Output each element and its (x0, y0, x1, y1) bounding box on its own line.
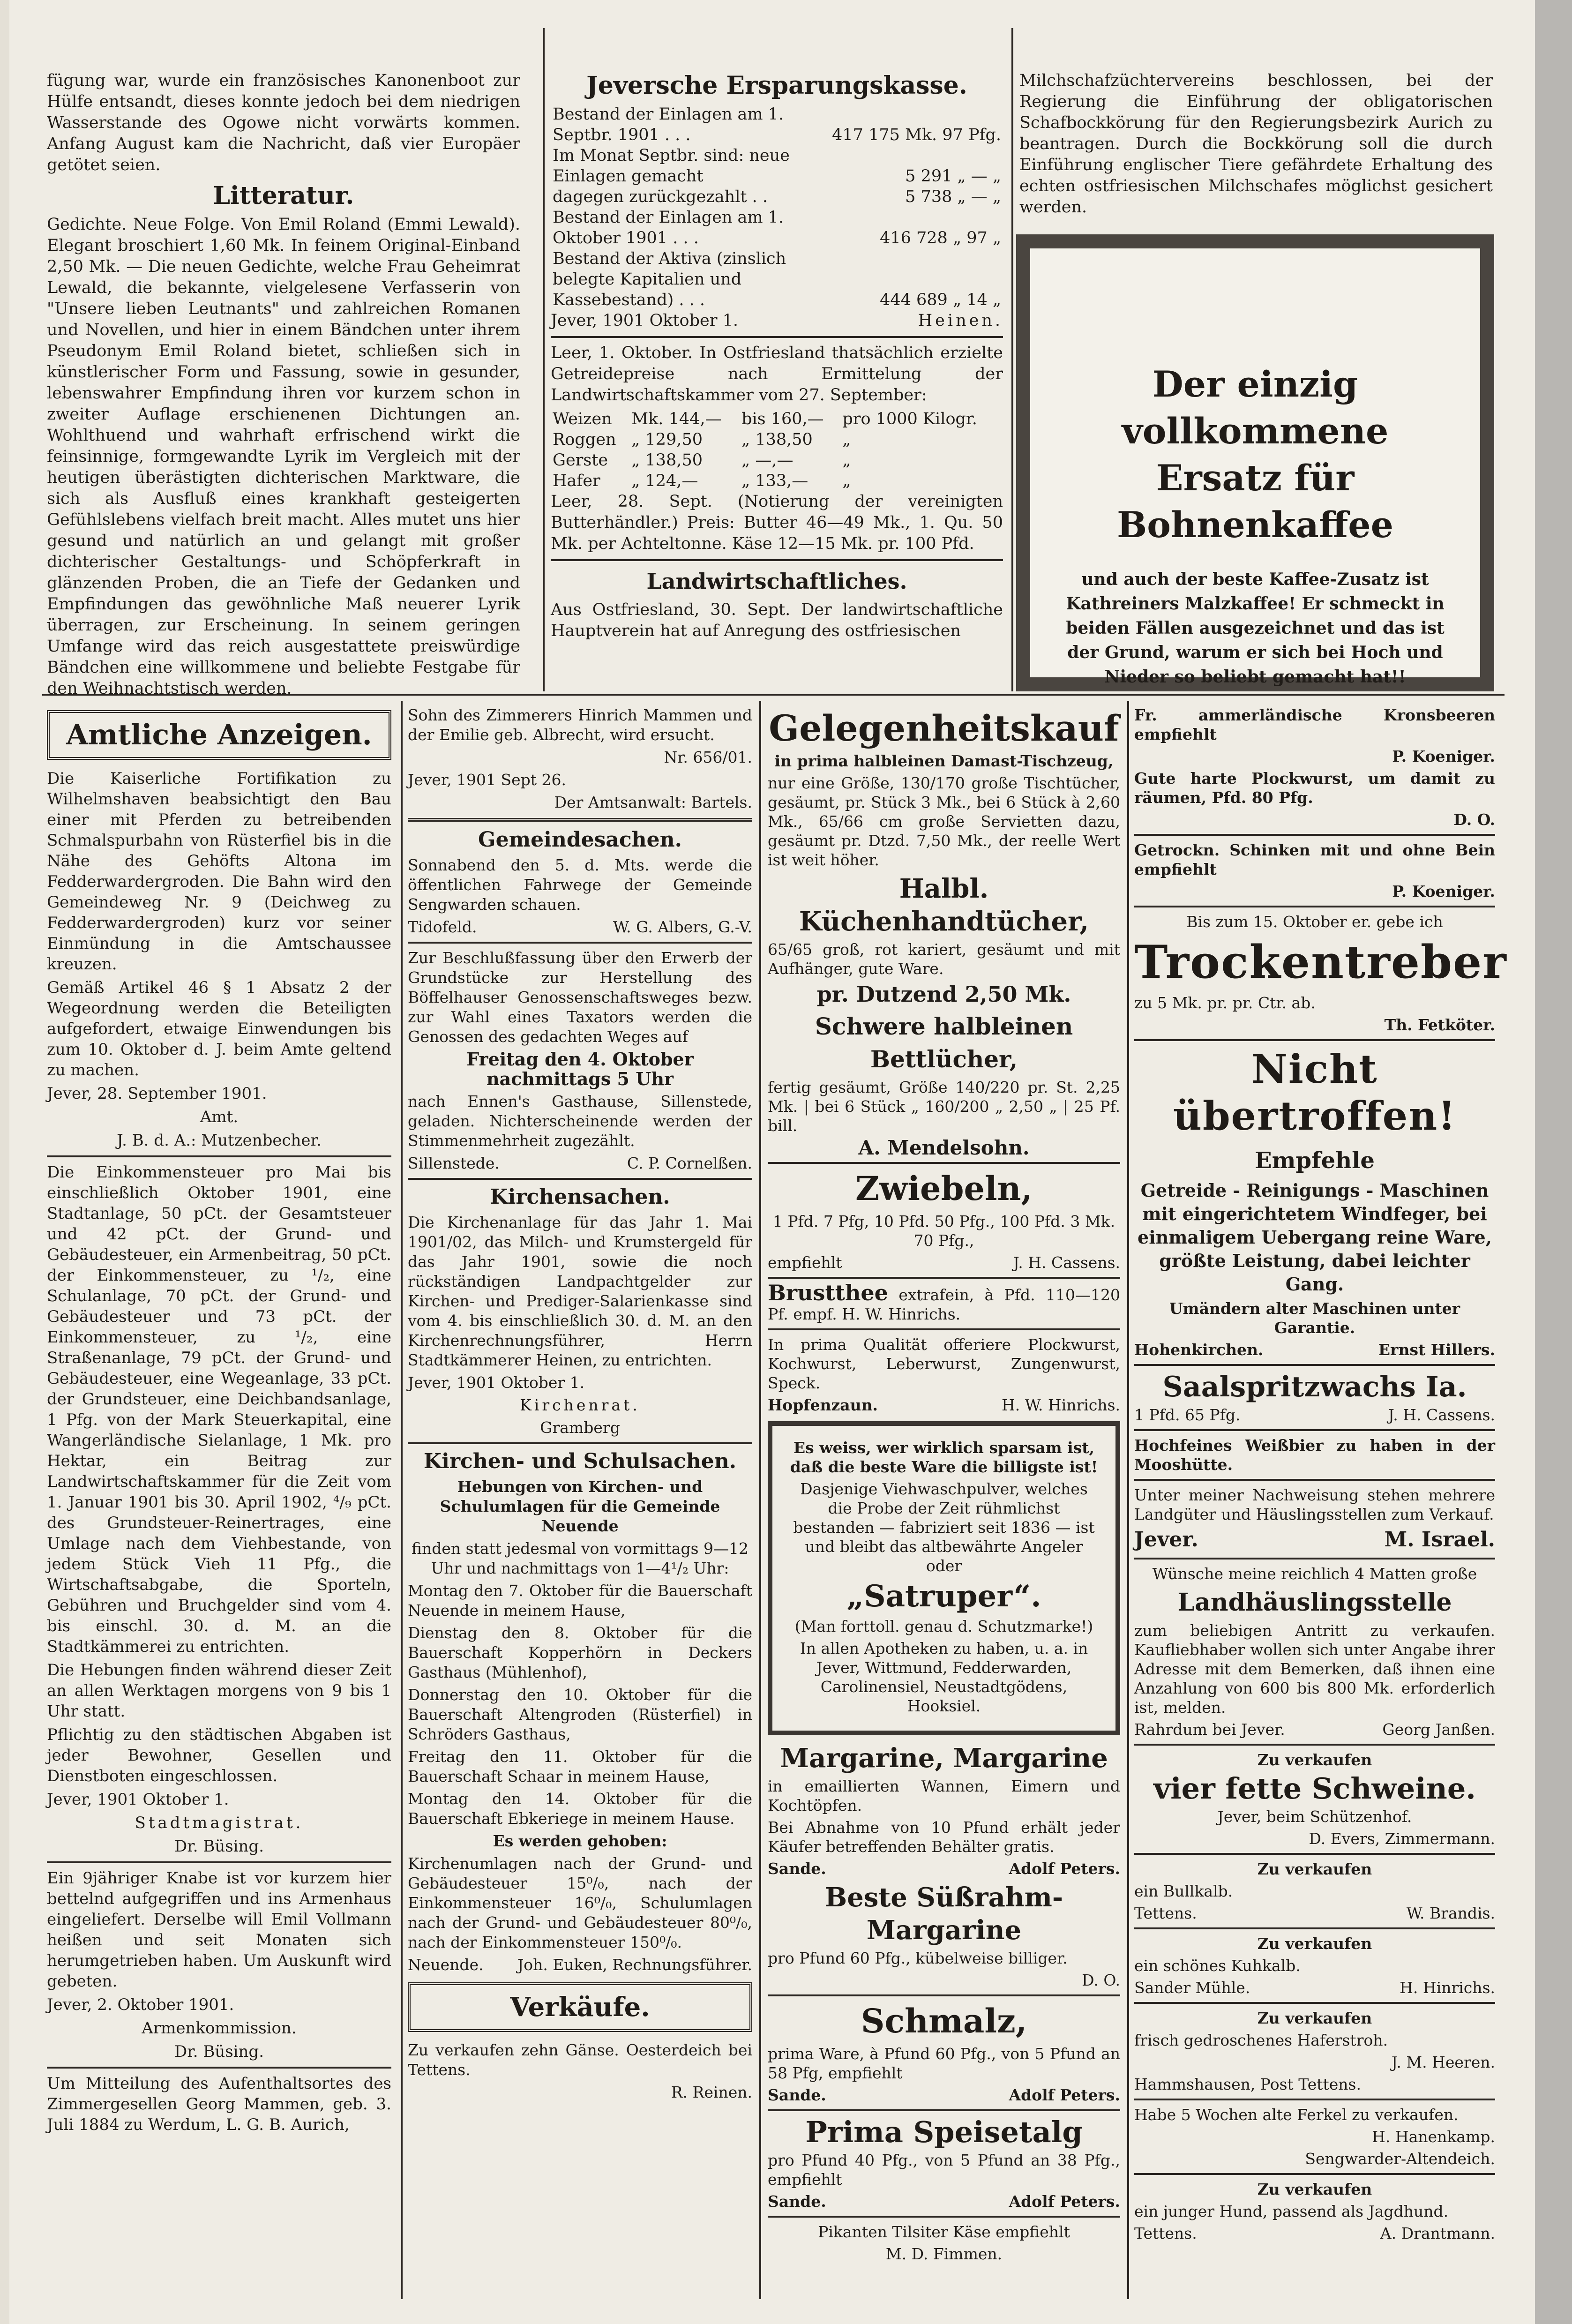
signature-line: Hohenkirchen. Ernst Hillers. (1134, 1341, 1495, 1359)
notice-text: Gemäß Artikel 46 § 1 Absatz 2 der Wegeordnung werden die Beteiligten aufgefordert, etwaige Einwendungen bis zum 10. Oktober d. J. beim Amte geltend zu machen. (47, 978, 391, 1080)
table-row: Gerste „ 138,50 „ —,— „ (553, 451, 851, 470)
ad-subheadline: Empfehle (1255, 1147, 1375, 1174)
notice-date: Jever, 1901 Oktober 1. (408, 1373, 585, 1392)
ad-headline: Beste Süßrahm-Margarine (824, 1882, 1063, 1946)
table-row: dagegen zurückgezahlt . . 5 738 „ — „ (553, 187, 1001, 206)
ad-kicker: Zu verkaufen (1257, 2180, 1372, 2198)
notice-number: Nr. 656/01. (664, 748, 752, 766)
grain-prices-intro: Leer, 1. Oktober. In Ostfriesland thatsächlich erzielte Getreidepreise nach Ermittelung der Landwirtschaftskammer vom 27. September: (551, 344, 1003, 405)
verkaeufe-heading-frame (408, 1982, 752, 2032)
divider (47, 1861, 391, 1863)
ad-text: Getreide - Reinigungs - Maschinen mit eingerichtetem Windfeger, bei einmaligem Uebergang reine Ware, größte Leistung, dabei leichter Gang. (1138, 1180, 1492, 1295)
table-row: Im Monat Septbr. sind: neue Einlagen gemacht 5 291 „ — „ (553, 146, 1001, 186)
notice-office: Stadtmagistrat. (135, 1814, 304, 1832)
notice-text: Freitag den 11. Oktober für die Bauerschaft Schaar in meinem Hause, (408, 1747, 752, 1785)
divider (768, 1162, 1120, 1164)
ad-text: Es weiss, wer wirklich sparsam ist, daß die beste Ware die billigste ist! (790, 1439, 1098, 1476)
literature-review: Gedichte. Neue Folge. Von Emil Roland (Emmi Lewald). Elegant broschiert 1,60 Mk. In feinem Original-Einband 2,50 Mk. — Die neuen Gedichte, welche Frau Geheimrat Lewald, die bekannte, vielgelesene Verfasserin von "Unsere lieben Leutnants" und zahlreichen Romanen und Novellen, und hier in einem Bändchen unter ihrem Pseudonym Emil Roland bietet, schließen sich in künstlerischer Form und Fassung, sowie in gesunder, lebenswahrer Empfindung ihren vor kurzem schon in zweiter Auflage erschienenen Dichtungen an. Wohlthuend und wahrhaft erfrischend wirkt die feinsinnige, formgewandte Lyrik im Vergleich mit der heutigen überästigten dichterischen Marktware, die sich als Ausfluß eines krankhaft gesteigerten Gefühlslebens vielfach breit macht. Alles mutet uns hier gesund und natürlich an und gelangt mit großer dichterischer Gestaltungs- und Schöpferkraft in glänzenden Proben, die an Tiefe der Gedanken und Empfindungen das gewöhnliche Maß neuerer Lyrik überragen, zur Erscheinung. In seinem geringen Umfange wird das reich ausgestattete preiswürdige Bändchen eine willkommene und beliebte Festgabe für den Weihnachtstisch werden. (47, 215, 520, 698)
ad-text: pro Pfund 40 Pfg., von 5 Pfund an 38 Pfg., empfiehlt (768, 2151, 1120, 2189)
divider (1134, 1853, 1495, 1855)
notice-signer: Dr. Büsing. (174, 2042, 264, 2061)
notice-text: Donnerstag den 10. Oktober für die Bauerschaft Altengroden (Rüsterfiel) in Schröders Gasthaus, (408, 1686, 752, 1743)
kathreiner-ad (1016, 234, 1494, 691)
signature-line: Neuende. Joh. Euken, Rechnungsführer. (408, 1956, 752, 1974)
signature-line: Sande. Adolf Peters. (768, 2192, 1120, 2211)
notice-text: Sonnabend den 5. d. Mts. werde die öffentlichen Fahrwege der Gemeinde Sengwarden schauen. (408, 856, 752, 914)
article-continuation: fügung war, wurde ein französisches Kanonenboot zur Hülfe entsandt, dieses konnte jedoch bei dem niedrigen Wasserstande des Ogowe nicht vorwärts kommen. Anfang August kam die Nachricht, daß vier Europäer getötet seien. (47, 71, 520, 174)
divider (1134, 1429, 1495, 1431)
ad-text: (Man forttoll. genau d. Schutzmarke!) (794, 1617, 1093, 1635)
ad-text: Hochfeines Weißbier zu haben in der Mooshütte. (1134, 1436, 1495, 1474)
divider (1134, 1479, 1495, 1481)
divider (408, 942, 752, 944)
table-row: Roggen „ 129,50 „ 138,50 „ (553, 430, 851, 449)
notice-date: Jever, 28. September 1901. (47, 1084, 267, 1103)
ad-text: Pikanten Tilsiter Käse empfiehlt (818, 2223, 1070, 2241)
signature-line: Sande. Adolf Peters. (768, 1859, 1120, 1878)
ad-signer: H. Hanenkamp. (1372, 2128, 1495, 2146)
divider (1134, 2002, 1495, 2004)
notice-date: Jever, 2. Oktober 1901. (47, 1995, 234, 2014)
ad-headline: Zwiebeln, (855, 1169, 1033, 1208)
ad-text: Unter meiner Nachweisung stehen mehrere Landgüter und Häuslingsstellen zum Verkauf. (1134, 1486, 1495, 1523)
ad-text: Jever, beim Schützenhof. (1217, 1807, 1412, 1826)
ad-text: Bis zum 15. Oktober er. gebe ich (1186, 913, 1443, 931)
divider (551, 336, 1003, 338)
notice-text: Zur Beschlußfassung über den Erwerb der Grundstücke zur Herstellung des Böffelhauser Genossenschaftsweges bezw. zur Wahl eines Taxators werden die Genossen des gedachten Weges auf (408, 949, 752, 1046)
ad-text: pro Pfund 60 Pfg., kübelweise billiger. (768, 1949, 1068, 1967)
signature-line: Sillenstede. C. P. Cornelßen. (408, 1154, 752, 1172)
ad-signer: D. Evers, Zimmermann. (1309, 1829, 1495, 1848)
divider (1134, 1927, 1495, 1929)
signature-line: Tettens. A. Drantmann. (1134, 2224, 1495, 2242)
ad-text: und auch der beste Kaffee-Zusatz ist Kathreiners Malzkaffee! Er schmeckt in beiden Fällen ausgezeichnet und das ist der Grund, warum er sich bei Hoch und Nieder so beliebt gemacht hat!! (1066, 570, 1445, 687)
ad-text: ein junger Hund, passend als Jagdhund. (1134, 2202, 1449, 2220)
notice-text: Pflichtig zu den städtischen Abgaben ist jeder Bewohner, Gesellen und Dienstboten eingeschlossen. (47, 1725, 391, 1785)
table-row: Bestand der Aktiva (zinslich belegte Kapitalien und Kassebestand) . . . 444 689 „ 14 „ (553, 249, 1001, 309)
bottom-column-4 (1134, 705, 1507, 2246)
signature-line: Sande. Adolf Peters. (768, 2086, 1120, 2104)
ad-text: zum beliebigen Antritt zu verkaufen. Kaufliebhaber wollen sich unter Angabe ihrer Adresse mit dem Bemerken, daß ihnen eine Anzahlung von 600 bis 800 Mk. erforderlich ist, melden. (1134, 1621, 1495, 1717)
divider (1134, 1364, 1495, 1366)
divider (408, 1178, 752, 1180)
ad-signer: Th. Fetköter. (1384, 1016, 1495, 1034)
section-heading-gemeinde: Gemeindesachen. (478, 828, 682, 852)
notice-text: Um Mitteilung des Aufenthaltsortes des Zimmergesellen Georg Mammen, geb. 3. Juli 1884 zu Werdum, L. G. B. Aurich, (47, 2074, 391, 2134)
divider (768, 2216, 1120, 2218)
ad-signer: D. O. (1082, 1971, 1120, 1989)
ad-kicker: Zu verkaufen (1257, 1934, 1372, 1953)
page-edge (1535, 0, 1572, 2324)
notice-text: finden statt jedesmal von vormittags 9—12 Uhr und nachmittags von 1—4¹/₂ Uhr: (411, 1539, 749, 1577)
ad-text: Fr. ammerländische Kronsbeeren empfiehlt (1134, 706, 1495, 743)
ad-place: Sengwarder-Altendeich. (1305, 2150, 1495, 2168)
notice-text: nach Ennen's Gasthause, Sillenstede, geladen. Nichterscheinende werden der Stimmenmehrheit zugezählt. (408, 1092, 752, 1150)
notice-text: Zu verkaufen zehn Gänse. Oesterdeich bei Tettens. (408, 2041, 752, 2079)
section-heading-kirchen: Kirchensachen. (490, 1185, 670, 1209)
signature-line: 1 Pfd. 65 Pfg. J. H. Cassens. (1134, 1406, 1495, 1424)
column-rule (1127, 701, 1129, 2299)
bottom-column-3 (768, 705, 1120, 2266)
divider (47, 1155, 391, 1157)
divider (1134, 1744, 1495, 1746)
ad-text: ein schönes Kuhkalb. (1134, 1957, 1301, 1975)
column-rule (1011, 28, 1013, 691)
ad-kicker: Zu verkaufen (1257, 1751, 1372, 1769)
notice-subheading: Es werden gehoben: (493, 1832, 667, 1850)
ad-headline: Trockentreber (1134, 936, 1507, 989)
signature-line: Rahrdum bei Jever. Georg Janßen. (1134, 1720, 1495, 1739)
grain-price-table (551, 409, 1003, 491)
signature-line: Hopfenzaun. H. W. Hinrichs. (768, 1396, 1120, 1414)
ad-signer: A. Mendelsohn. (858, 1136, 1030, 1159)
notice-text: Die Hebungen finden während dieser Zeit an allen Werktagen morgens von 9 bis 1 Uhr statt. (47, 1661, 391, 1721)
section-heading-verkaeufe: Verkäufe. (510, 1992, 650, 2023)
notice-text: Sohn des Zimmerers Hinrich Mammen und der Emilie geb. Albrecht, wird ersucht. (408, 706, 752, 744)
section-heading-sparkasse: Jeversche Ersparungskasse. (586, 71, 967, 100)
ad-headline: Schwere halbleinen Bettlücher, (815, 1012, 1073, 1073)
notice-signer: Der Amtsanwalt: Bartels. (554, 793, 752, 811)
ad-text: zu 5 Mk. pr. pr. Ctr. ab. (1134, 994, 1316, 1012)
notice-signer: Gramberg (540, 1418, 620, 1437)
ad-kicker: Zu verkaufen (1257, 2009, 1372, 2027)
top-column-2 (551, 70, 1003, 645)
signature-line: Jever, 1901 Oktober 1. Heinen. (551, 311, 1003, 330)
ad-text: fertig gesäumt, Größe 140/220 pr. St. 2,25 Mk. | bei 6 Stück „ 160/200 „ 2,50 „ | 25 Pf. bill. (768, 1078, 1120, 1135)
divider (551, 559, 1003, 561)
ad-text: In prima Qualität offeriere Plockwurst, Kochwurst, Leberwurst, Zungenwurst, Speck. (768, 1335, 1120, 1392)
top-column-3 (1019, 70, 1493, 221)
ad-line: Brustthee extrafein, à Pfd. 110—120 Pf. empf. H. W. Hinrichs. (768, 1280, 1120, 1323)
table-row: Hafer „ 124,— „ 133,— „ (553, 472, 851, 490)
section-heading-amtliche: Amtliche Anzeigen. (66, 719, 372, 751)
ad-text: frisch gedroschenes Haferstroh. (1134, 2031, 1388, 2049)
ad-subheadline: in prima halbleinen Damast-Tischzeug, (774, 752, 1114, 770)
satruper-ad-frame (768, 1421, 1120, 1735)
ad-text: In allen Apotheken zu haben, u. a. in Jever, Wittmund, Fedderwarden, Carolinensiel, Neustadtgödens, Hooksiel. (800, 1639, 1088, 1715)
amtliche-heading-frame (47, 710, 391, 760)
ad-place: Hammshausen, Post Tettens. (1134, 2075, 1361, 2093)
ad-text: Umändern alter Maschinen unter Garantie. (1169, 1299, 1460, 1337)
notice-signer: Dr. Büsing. (174, 1837, 264, 1856)
signature-line: Sander Mühle. H. Hinrichs. (1134, 1979, 1495, 1997)
divider (768, 1328, 1120, 1330)
signature-line: empfiehlt J. H. Cassens. (768, 1253, 1120, 1272)
ad-signer: M. D. Fimmen. (885, 2245, 1003, 2263)
divider (768, 1277, 1120, 1279)
notice-text: Dienstag den 8. Oktober für die Bauerschaft Kopperhörn in Deckers Gasthaus (Mühlenhof), (408, 1624, 752, 1681)
divider (47, 2067, 391, 2069)
bottom-column-2 (408, 705, 752, 2105)
divider (1134, 834, 1495, 836)
section-heading-kirchen-schul: Kirchen- und Schulsachen. (423, 1449, 737, 1473)
ad-headline: Gelegenheitskauf (769, 707, 1119, 749)
ad-headline: Nicht übertroffen! (1173, 1046, 1457, 1139)
section-heading-landwirtschaft: Landwirtschaftliches. (646, 569, 907, 594)
notice-office: Armenkommission. (142, 2019, 297, 2038)
notice-text: Die Kaiserliche Fortifikation zu Wilhelmshaven beabsichtigt den Bau einer mit Pferden zu betreibenden Schmalspurbahn von Rüsterfiel bis in die Nähe des Gehöfts Altona im Fedderwardergroden. Die Bahn wird den Gemeindeweg Nr. 9 (Deichweg zu Fedderwardergroden) kurz vor seiner Einmündung in die Amtschaussee kreuzen. (47, 769, 391, 974)
ad-signer: J. M. Heeren. (1391, 2053, 1495, 2071)
ad-headline: „Satruper“. (846, 1579, 1041, 1614)
ad-headline: Margarine, Margarine (780, 1743, 1108, 1774)
article-continuation: Milchschafzüchtervereins beschlossen, bei der Regierung die Einführung der obligatorischen Schafbockkörung für den Regierungsbezirk Aurich zu beantragen. Durch die Bockkörung soll die durch Einführung englischer Tiere gefährdete Erhaltung des echten ostfriesischen Milchschafes möglichst gesichert werden. (1019, 71, 1493, 217)
divider (1134, 2099, 1495, 2100)
notice-subheading: Hebungen von Kirchen- und Schulumlagen für die Gemeinde Neuende (440, 1477, 720, 1535)
top-column-1 (47, 70, 520, 702)
divider (1134, 1039, 1495, 1041)
ad-headline: Halbl. Küchenhandtücher, (799, 873, 1089, 937)
notice-text: Kirchenumlagen nach der Grund- und Gebäudesteuer 15⁰/₀, nach der Einkommensteuer 16⁰/₀, Schulumlagen nach der Grund- und Gebäudesteuer 80⁰/₀, nach der Einkommensteuer 150⁰/₀. (408, 1854, 752, 1951)
butter-prices: Leer, 28. Sept. (Notierung der vereinigten Butterhändler.) Preis: Butter 46—49 Mk., 1. Qu. 50 Mk. per Achteltonne. Käse 12—15 Mk. pr. 100 Pfd. (551, 492, 1003, 553)
ad-title: Der einzig vollkommene (1122, 363, 1389, 452)
ad-title: Ersatz für Bohnenkaffee (1116, 457, 1394, 546)
ad-headline: Schmalz, (861, 2002, 1027, 2040)
ad-price: pr. Dutzend 2,50 Mk. (816, 982, 1071, 1007)
ad-signer: P. Koeniger. (1392, 747, 1495, 765)
table-row: Bestand der Einlagen am 1. Oktober 1901 . . . 416 728 „ 97 „ (553, 208, 1001, 247)
ad-text: 65/65 groß, rot kariert, gesäumt und mit Aufhänger, gute Ware. (768, 940, 1120, 978)
ad-text: in emaillierten Wannen, Eimern und Kochtöpfen. (768, 1777, 1120, 1814)
divider (1134, 2173, 1495, 2175)
divider (768, 2109, 1120, 2111)
notice-office: Amt. (200, 1108, 239, 1126)
ad-headline: Prima Speisetalg (805, 2115, 1083, 2149)
notice-text: Montag den 7. Oktober für die Bauerschaft Neuende in meinem Hause, (408, 1582, 752, 1619)
signature-line: Tettens. W. Brandis. (1134, 1904, 1495, 1922)
ad-text: prima Ware, à Pfund 60 Pfg., von 5 Pfund an 58 Pfg, empfiehlt (768, 2045, 1120, 2082)
ad-headline: Landhäuslingsstelle (1177, 1588, 1452, 1617)
divider (1134, 906, 1495, 907)
divider (768, 1994, 1120, 1996)
column-rule (543, 28, 545, 691)
ad-headline: vier fette Schweine. (1153, 1771, 1476, 1806)
ad-text: Habe 5 Wochen alte Ferkel zu verkaufen. (1134, 2106, 1459, 2124)
ad-kicker: Zu verkaufen (1257, 1860, 1372, 1878)
ad-text: Dasjenige Viehwaschpulver, welches die Probe der Zeit rühmlichst bestanden — fabriziert seit 1836 — ist und bleibt das altbewährte Angeler oder (793, 1480, 1095, 1575)
notice-text: Montag den 14. Oktober für die Bauerschaft Ebkeriege in meinem Hause. (408, 1790, 752, 1828)
ad-text: Bei Abnahme von 10 Pfund erhält jeder Käufer betreffenden Behälter gratis. (768, 1818, 1120, 1856)
notice-date: Jever, 1901 Oktober 1. (47, 1790, 229, 1809)
notice-text: Die Kirchenanlage für das Jahr 1. Mai 1901/02, das Milch- und Krumstergeld für das Jahr 1901, sowie die noch rückständigen Landpachtgelder zur Kirchen- und Prediger-Salarienkasse sind vom 4. bis einschließlich 30. d. M. an den Kirchenrechnungsführer, Herrn Stadtkämmerer Heinen, zu entrichten. (408, 1213, 752, 1369)
table-row: Bestand der Einlagen am 1. Septbr. 1901 . . . 417 175 Mk. 97 Pfg. (553, 105, 1001, 144)
signature-line: Jever. M. Israel. (1134, 1528, 1495, 1552)
signature-line: Tidofeld. W. G. Albers, G.-V. (408, 918, 752, 936)
column-rule (759, 701, 761, 2299)
divider (408, 1442, 752, 1444)
divider (408, 818, 752, 822)
ad-text: ein Bullkalb. (1134, 1882, 1233, 1900)
ad-headline: Saalspritzwachs Ia. (1162, 1371, 1467, 1403)
notice-text: Ein 9jähriger Knabe ist vor kurzem hier bettelnd aufgegriffen und ins Armenhaus eingeliefert. Derselbe will Emil Vollmann heißen und seit Monaten sich herumgetrieben haben. Um Auskunft wird gebeten. (47, 1869, 391, 1991)
ad-signer: D. O. (1453, 810, 1495, 829)
notice-date: Jever, 1901 Sept 26. (408, 771, 567, 789)
notice-signer: J. B. d. A.: Mutzenbecher. (117, 1131, 322, 1150)
agriculture-article: Aus Ostfriesland, 30. Sept. Der landwirtschaftliche Hauptverein hat auf Anregung des ostfriesischen (551, 600, 1003, 640)
bottom-column-1 (47, 705, 391, 2138)
ad-text: Getrockn. Schinken mit und ohne Bein empfiehlt (1134, 841, 1495, 878)
ad-text: Wünsche meine reichlich 4 Matten große (1152, 1565, 1477, 1583)
sparkasse-table (551, 104, 1003, 310)
section-heading-litteratur: Litteratur. (213, 181, 354, 210)
column-rule (401, 701, 403, 2299)
ad-text: Gute harte Plockwurst, um damit zu räumen, Pfd. 80 Pfg. (1134, 769, 1495, 807)
table-row: Weizen Mk. 144,— bis 160,— pro 1000 Kilogr. (553, 410, 977, 428)
notice-signer: R. Reinen. (671, 2083, 752, 2101)
ad-text: nur eine Größe, 130/170 große Tischtücher, gesäumt, pr. Stück 3 Mk., bei 6 Stück à 2,60 Mk., 65/66 cm große Servietten dazu, gesäumt pr. Dtzd. 7,50 Mk., der reelle Wert ist weit höher. (768, 774, 1120, 869)
ad-text: 1 Pfd. 7 Pfg, 10 Pfd. 50 Pfg., 100 Pfd. 3 Mk. 70 Pfg., (772, 1212, 1115, 1250)
ad-signer: P. Koeniger. (1392, 882, 1495, 900)
notice-office: Kirchenrat. (520, 1396, 640, 1414)
notice-text: Die Einkommensteuer pro Mai bis einschließlich Oktober 1901, eine Stadtanlage, 50 pCt. der Gesamtsteuer und 42 pCt. der Grund- und Gebäudesteuer, ein Armenbeitrag, 50 pCt. der Einkommensteuer, zu ¹/₂, eine Schulanlage, 70 pCt. der Grund- und Gebäudesteuer und 73 pCt. der Einkommensteuer, zu ¹/₂, eine Straßenanlage, 79 pCt. der Grund- und Gebäudesteuer, eine Wegeanlage, 33 pCt. der Grundsteuer, eine Deichbandsanlage, 1 Pfg. von der Mark Steuerkapital, eine Wangerländische Sielanlage, 1 Mk. pro Hektar, ein Beitrag zur Landwirtschaftskammer für die Zeit vom 1. Januar 1901 bis 30. April 1902, ⁴/₉ pCt. des Grundsteuer-Reinertrages, eine Umlage nach dem Viehbestande, von jedem Stück Vieh 11 Pfg., die Wirtschaftsabgabe, die Sporteln, Gebühren und Bruchgelder sind vom 4. bis einschl. 30. d. M. an die Stadtkämmerei zu entrichten. (47, 1163, 391, 1656)
divider (1134, 1558, 1495, 1559)
notice-date-highlight: Freitag den 4. Oktober nachmittags 5 Uhr (466, 1049, 694, 1089)
